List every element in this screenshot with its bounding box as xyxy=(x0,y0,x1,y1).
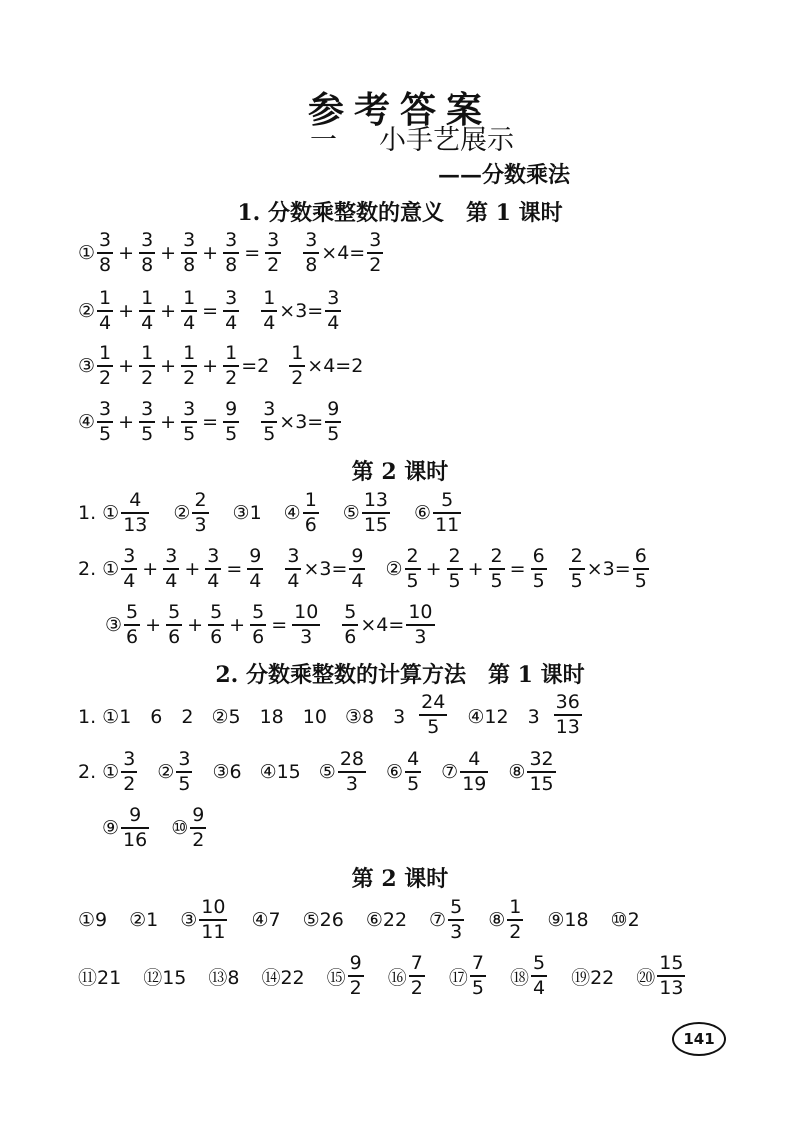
denominator: 2 xyxy=(225,367,238,389)
fraction xyxy=(176,750,192,794)
numerator: 3 xyxy=(327,287,340,309)
numerator: 9 xyxy=(129,804,142,826)
numerator: 2 xyxy=(490,545,503,567)
fraction xyxy=(489,547,505,591)
math-token: ⑮ xyxy=(326,966,346,989)
numerator: 7 xyxy=(410,952,423,974)
math-token: ② xyxy=(173,502,191,524)
math-token: ⑫15 xyxy=(143,966,187,989)
math-token: ⑬8 xyxy=(208,966,240,989)
denominator: 5 xyxy=(141,423,154,445)
denominator: 19 xyxy=(462,773,487,795)
math-token: ③8 3 xyxy=(344,705,406,728)
math-token: + xyxy=(145,614,162,636)
math-token: + xyxy=(160,411,177,433)
math-token: ③6 xyxy=(212,761,242,783)
denominator: 6 xyxy=(252,626,265,648)
math-token: + xyxy=(160,242,177,264)
fraction xyxy=(121,491,149,535)
fraction xyxy=(633,547,649,591)
math-token: ⑥ xyxy=(386,761,404,783)
numerator: 36 xyxy=(555,691,580,713)
math-token: ③ xyxy=(180,909,198,931)
math-token: = xyxy=(271,614,288,636)
numerator: 6 xyxy=(634,545,647,567)
math-token: ⑭22 xyxy=(261,966,305,989)
denominator: 6 xyxy=(168,626,181,648)
math-token: ② xyxy=(157,761,175,783)
page-number: 141 xyxy=(672,1022,726,1056)
numerator: 9 xyxy=(351,545,364,567)
numerator: 5 xyxy=(533,952,546,974)
math-token: + xyxy=(187,614,204,636)
math-token: ×3= xyxy=(303,558,348,580)
math-token: = xyxy=(509,558,526,580)
answer-row xyxy=(78,547,651,591)
chapter-title xyxy=(310,118,514,157)
math-token: ⑧ xyxy=(488,909,506,931)
numerator: 24 xyxy=(421,691,446,713)
denominator: 5 xyxy=(448,570,461,592)
denominator: 3 xyxy=(194,514,207,536)
denominator: 5 xyxy=(406,570,419,592)
math-token: + xyxy=(118,355,135,377)
fraction xyxy=(362,491,390,535)
denominator: 4 xyxy=(287,570,300,592)
denominator: 4 xyxy=(123,570,136,592)
math-token: ⑪21 xyxy=(78,966,122,989)
numerator: 9 xyxy=(225,398,238,420)
numerator: 4 xyxy=(468,748,481,770)
math-token: ⑩ xyxy=(171,817,189,839)
denominator: 16 xyxy=(123,829,148,851)
fraction xyxy=(325,289,341,333)
numerator: 3 xyxy=(183,398,196,420)
math-token: + xyxy=(160,355,177,377)
fraction xyxy=(261,400,277,444)
numerator: 7 xyxy=(471,952,484,974)
answer-row xyxy=(78,491,463,535)
denominator: 13 xyxy=(659,977,684,999)
fraction xyxy=(199,898,227,942)
numerator: 3 xyxy=(123,545,136,567)
math-token: ⑰ xyxy=(448,966,468,989)
chapter-name: 小手艺展示 xyxy=(379,125,514,156)
fraction xyxy=(223,344,239,388)
numerator: 2 xyxy=(194,489,207,511)
denominator: 2 xyxy=(123,773,136,795)
numerator: 5 xyxy=(168,601,181,623)
fraction xyxy=(223,289,239,333)
denominator: 4 xyxy=(183,312,196,334)
numerator: 1 xyxy=(263,287,276,309)
section-heading-2: 第 2 课时 xyxy=(351,459,449,485)
denominator: 13 xyxy=(555,716,580,738)
fraction xyxy=(181,400,197,444)
numerator: 1 xyxy=(225,342,238,364)
fraction xyxy=(303,231,319,275)
numerator: 9 xyxy=(192,804,205,826)
fraction xyxy=(265,231,281,275)
math-token: ⑨ xyxy=(102,817,120,839)
numerator: 5 xyxy=(441,489,454,511)
numerator: 1 xyxy=(99,287,112,309)
math-token: ×4= xyxy=(321,242,366,264)
numerator: 3 xyxy=(141,229,154,251)
math-token: ×4= xyxy=(360,614,405,636)
numerator: 3 xyxy=(141,398,154,420)
denominator: 2 xyxy=(349,977,362,999)
answer-row xyxy=(78,750,558,794)
math-token: 2. ① xyxy=(78,558,120,580)
numerator: 1 xyxy=(141,342,154,364)
fraction xyxy=(448,898,464,942)
denominator: 11 xyxy=(201,921,226,943)
denominator: 8 xyxy=(141,254,154,276)
math-token: ④ xyxy=(78,411,96,433)
fraction xyxy=(139,289,155,333)
denominator: 3 xyxy=(414,626,427,648)
math-token: ④ xyxy=(283,502,301,524)
math-token: + xyxy=(229,614,246,636)
math-token: = xyxy=(244,242,261,264)
fraction xyxy=(181,231,197,275)
numerator: 5 xyxy=(126,601,139,623)
section-heading-1: 1. 分数乘整数的意义 第 1 课时 xyxy=(237,200,563,226)
numerator: 3 xyxy=(99,398,112,420)
math-token: ⑤ xyxy=(342,502,360,524)
math-token: + xyxy=(160,300,177,322)
answer-row xyxy=(78,231,385,275)
answer-row xyxy=(78,806,208,850)
fraction xyxy=(554,693,582,737)
math-token: ⑤26 xyxy=(302,909,344,931)
fraction xyxy=(367,231,383,275)
denominator: 4 xyxy=(249,570,262,592)
numerator: 15 xyxy=(659,952,684,974)
denominator: 2 xyxy=(267,254,280,276)
numerator: 3 xyxy=(207,545,220,567)
fraction xyxy=(348,954,364,998)
fraction xyxy=(121,547,137,591)
math-token: ⑯ xyxy=(387,966,407,989)
fraction xyxy=(409,954,425,998)
math-token: ⑥22 xyxy=(365,909,408,931)
answer-row xyxy=(78,400,343,444)
fraction xyxy=(405,750,421,794)
math-token: ×4=2 xyxy=(307,355,364,377)
fraction xyxy=(139,231,155,275)
numerator: 3 xyxy=(305,229,318,251)
fraction xyxy=(531,547,547,591)
math-token: 1. ① xyxy=(78,502,120,524)
fraction xyxy=(166,603,182,647)
math-token: + xyxy=(142,558,159,580)
denominator: 8 xyxy=(305,254,318,276)
answer-row xyxy=(78,954,687,998)
denominator: 5 xyxy=(490,570,503,592)
fraction xyxy=(190,806,206,850)
denominator: 3 xyxy=(300,626,313,648)
math-token: ④15 xyxy=(259,761,301,783)
numerator: 3 xyxy=(225,287,238,309)
denominator: 2 xyxy=(509,921,522,943)
math-token: ⑧ xyxy=(508,761,526,783)
math-token: ④7 xyxy=(251,909,281,931)
fraction xyxy=(205,547,221,591)
numerator: 4 xyxy=(407,748,420,770)
fraction xyxy=(97,289,113,333)
denominator: 4 xyxy=(225,312,238,334)
numerator: 6 xyxy=(532,545,545,567)
denominator: 5 xyxy=(407,773,420,795)
math-token: + xyxy=(202,242,219,264)
math-token: ⑤ xyxy=(318,761,336,783)
denominator: 15 xyxy=(529,773,554,795)
numerator: 1 xyxy=(509,896,522,918)
fraction xyxy=(531,954,547,998)
denominator: 4 xyxy=(351,570,364,592)
math-token: ⑦ xyxy=(441,761,459,783)
denominator: 2 xyxy=(141,367,154,389)
numerator: 1 xyxy=(183,287,196,309)
denominator: 4 xyxy=(263,312,276,334)
answer-row xyxy=(78,898,640,942)
fraction xyxy=(250,603,266,647)
denominator: 8 xyxy=(225,254,238,276)
answer-row xyxy=(78,603,437,647)
section-subtitle: ——分数乘法 xyxy=(438,162,571,188)
denominator: 3 xyxy=(345,773,358,795)
fraction xyxy=(124,603,140,647)
denominator: 4 xyxy=(165,570,178,592)
chapter-number: 一 xyxy=(310,125,337,156)
denominator: 11 xyxy=(435,514,460,536)
numerator: 2 xyxy=(406,545,419,567)
math-token: + xyxy=(118,300,135,322)
denominator: 4 xyxy=(141,312,154,334)
denominator: 6 xyxy=(210,626,223,648)
numerator: 3 xyxy=(165,545,178,567)
fraction xyxy=(303,491,319,535)
numerator: 32 xyxy=(529,748,554,770)
numerator: 1 xyxy=(141,287,154,309)
math-token: ×3= xyxy=(586,558,631,580)
denominator: 2 xyxy=(410,977,423,999)
denominator: 15 xyxy=(363,514,389,536)
numerator: 10 xyxy=(294,601,319,623)
denominator: 2 xyxy=(291,367,304,389)
numerator: 1 xyxy=(304,489,317,511)
fraction xyxy=(447,547,463,591)
denominator: 5 xyxy=(471,977,484,999)
denominator: 5 xyxy=(183,423,196,445)
section-heading-3: 2. 分数乘整数的计算方法 第 1 课时 xyxy=(215,662,585,688)
numerator: 1 xyxy=(99,342,112,364)
math-token: ⑱ xyxy=(509,966,529,989)
numerator: 3 xyxy=(263,398,276,420)
math-token: 2. ① xyxy=(78,761,120,783)
math-token: ②5 18 10 xyxy=(211,705,327,728)
fraction xyxy=(569,547,585,591)
denominator: 5 xyxy=(263,423,276,445)
denominator: 8 xyxy=(183,254,196,276)
fraction xyxy=(223,400,239,444)
denominator: 5 xyxy=(225,423,238,445)
numerator: 3 xyxy=(183,229,196,251)
math-token: ⑦ xyxy=(429,909,447,931)
denominator: 2 xyxy=(183,367,196,389)
denominator: 5 xyxy=(99,423,112,445)
math-token: + xyxy=(184,558,201,580)
math-token: ×3= xyxy=(279,411,324,433)
fraction xyxy=(163,547,179,591)
denominator: 5 xyxy=(427,716,440,738)
math-token: ④12 3 xyxy=(467,705,540,728)
denominator: 4 xyxy=(99,312,112,334)
denominator: 5 xyxy=(570,570,583,592)
fraction xyxy=(342,603,358,647)
fraction xyxy=(338,750,366,794)
page-title: 参考答案 xyxy=(307,89,492,131)
fraction xyxy=(405,547,421,591)
denominator: 2 xyxy=(99,367,112,389)
math-token: = xyxy=(202,411,219,433)
math-token: ① xyxy=(78,242,96,264)
fraction xyxy=(181,344,197,388)
numerator: 5 xyxy=(210,601,223,623)
denominator: 6 xyxy=(344,626,357,648)
denominator: 5 xyxy=(532,570,545,592)
fraction xyxy=(192,491,208,535)
denominator: 5 xyxy=(327,423,340,445)
fraction xyxy=(208,603,224,647)
numerator: 5 xyxy=(252,601,265,623)
math-token: ⑲22 xyxy=(571,966,615,989)
fraction xyxy=(181,289,197,333)
numerator: 9 xyxy=(349,952,362,974)
numerator: 10 xyxy=(201,896,226,918)
fraction xyxy=(433,491,461,535)
numerator: 3 xyxy=(287,545,300,567)
denominator: 6 xyxy=(126,626,139,648)
numerator: 3 xyxy=(267,229,280,251)
math-token: + xyxy=(467,558,484,580)
fraction xyxy=(223,231,239,275)
fraction xyxy=(657,954,685,998)
numerator: 28 xyxy=(339,748,365,770)
fraction xyxy=(121,806,149,850)
numerator: 2 xyxy=(448,545,461,567)
math-token: ⑩2 xyxy=(610,909,640,931)
denominator: 5 xyxy=(178,773,191,795)
numerator: 2 xyxy=(570,545,583,567)
numerator: 9 xyxy=(327,398,340,420)
fraction xyxy=(460,750,488,794)
math-token: ② xyxy=(385,558,403,580)
section-heading-4: 第 2 课时 xyxy=(351,866,449,892)
math-token: ③ xyxy=(78,355,96,377)
denominator: 2 xyxy=(192,829,205,851)
math-token: ⑳ xyxy=(636,966,656,989)
numerator: 5 xyxy=(344,601,357,623)
math-token: ②1 xyxy=(129,909,159,931)
numerator: 4 xyxy=(129,489,142,511)
fraction xyxy=(285,547,301,591)
numerator: 3 xyxy=(225,229,238,251)
math-token: ② xyxy=(78,300,96,322)
numerator: 3 xyxy=(178,748,191,770)
numerator: 1 xyxy=(291,342,304,364)
fraction xyxy=(97,400,113,444)
fraction xyxy=(292,603,320,647)
math-token: + xyxy=(118,242,135,264)
fraction xyxy=(97,344,113,388)
denominator: 8 xyxy=(99,254,112,276)
fraction xyxy=(325,400,341,444)
fraction xyxy=(349,547,365,591)
denominator: 4 xyxy=(327,312,340,334)
fraction xyxy=(97,231,113,275)
denominator: 6 xyxy=(304,514,317,536)
denominator: 2 xyxy=(369,254,382,276)
numerator: 13 xyxy=(363,489,389,511)
numerator: 3 xyxy=(369,229,382,251)
math-token: ③1 xyxy=(232,502,262,524)
math-token: ⑨18 xyxy=(547,909,589,931)
fraction xyxy=(527,750,555,794)
math-token: 1. ①1 6 2 xyxy=(78,705,194,728)
denominator: 5 xyxy=(634,570,647,592)
denominator: 4 xyxy=(533,977,546,999)
numerator: 10 xyxy=(408,601,433,623)
numerator: 3 xyxy=(123,748,136,770)
math-token: ×3= xyxy=(279,300,324,322)
denominator: 3 xyxy=(450,921,463,943)
fraction xyxy=(406,603,434,647)
math-token: ①9 xyxy=(78,909,108,931)
denominator: 13 xyxy=(123,514,148,536)
fraction xyxy=(470,954,486,998)
fraction xyxy=(261,289,277,333)
fraction xyxy=(419,693,447,737)
fraction xyxy=(139,400,155,444)
math-token: ③ xyxy=(105,614,123,636)
numerator: 9 xyxy=(249,545,262,567)
numerator: 1 xyxy=(183,342,196,364)
answer-row xyxy=(78,693,584,737)
fraction xyxy=(139,344,155,388)
fraction xyxy=(289,344,305,388)
math-token: + xyxy=(202,355,219,377)
answer-row xyxy=(78,344,363,388)
math-token: = xyxy=(226,558,243,580)
fraction xyxy=(247,547,263,591)
math-token: + xyxy=(425,558,442,580)
math-token: ⑥ xyxy=(414,502,432,524)
math-token: + xyxy=(118,411,135,433)
math-token: = xyxy=(202,300,219,322)
math-token: =2 xyxy=(241,355,270,377)
fraction xyxy=(121,750,137,794)
denominator: 4 xyxy=(207,570,220,592)
answer-row xyxy=(78,289,343,333)
fraction xyxy=(507,898,523,942)
numerator: 5 xyxy=(450,896,463,918)
numerator: 3 xyxy=(99,229,112,251)
